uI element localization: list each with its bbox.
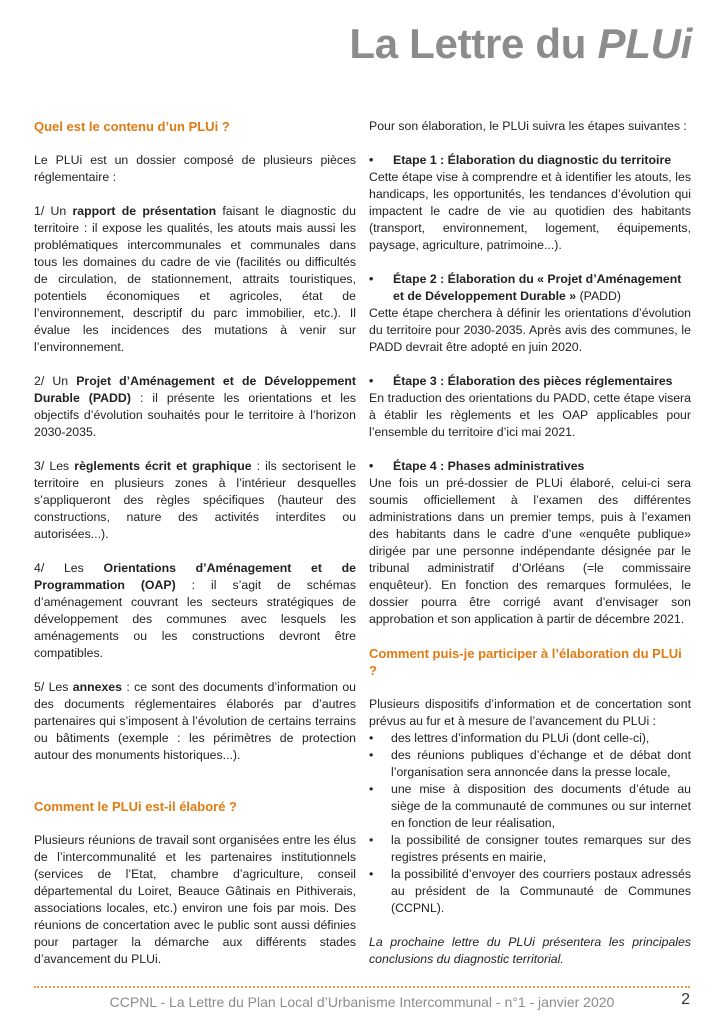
list-item: • une mise à disposition des documents d’étude au siège de la communauté de communes ou sur internet en fonction de leur réalisation,	[369, 782, 691, 830]
item-reglements: 3/ Les règlements écrit et graphique : ils sectorisent le territoire en plusieurs zones à l’intérieur desquelles s’appliqueront des règles spécifiques (hauteur des constructions, nature des activités interdites ou autorisées...).	[34, 459, 357, 541]
step-1-text: Cette étape vise à comprendre et à identifier les atouts, les handicaps, les opportunités, les tendances d’évolution qui impactent le cadre de vie au quotidien des habitants (transport, environnement, logement, équipements, paysage, agriculture, patrimoine...).	[369, 170, 691, 252]
footer-text: CCPNL - La Lettre du Plan Local d’Urbanisme Intercommunal - n°1 - janvier 2020	[109, 994, 615, 1010]
participation-intro: Plusieurs dispositifs d’information et de concertation sont prévus au fur et à mesure de l’avancement du PLUi :	[369, 697, 691, 728]
step-3-text: En traduction des orientations du PADD, cette étape visera à établir les règlements et les OAP applicables pour l’ensemble du territoire d’ici mai 2021.	[369, 391, 691, 439]
item-annexes: 5/ Les annexes : ce sont des documents d’information ou des documents réglementaires élaborés par d’autres partenaires qui s’imposent à l’évolution de certains terrains ou bâtiments (exemple : les périmètres de protection autour des monuments historiques...).	[34, 680, 357, 762]
item-presentation: 1/ Un rapport de présentation faisant le diagnostic du territoire : il expose les qualités, les atouts mais aussi les problématiques intercommunales et communales dans tous les domaines du cadre de vie (facilités ou difficultés de circulation, de stationnement, attraits touristiques, potentiels économiques et agricoles, état de l’environnement, descriptif du parc immobilier, etc.). Il évalue les incidences des mutations à venir sur l’environnement.	[34, 204, 356, 354]
footer-divider	[34, 986, 690, 988]
elaboration-paragraph: Plusieurs réunions de travail sont organisées entre les élus de l’intercommunalité et les partenaires institutionnels (services de l’Etat, chambre d’agriculture, conseil départemental du Loiret, Beauce Gâtinais en Pithiverais, associations locales, etc.) environ une fois par mois. Des réunions de concertation avec le public sont aussi définies pour partager la démarche aux différents stades d’avancement du PLUi.	[34, 833, 356, 966]
page-number: 2	[681, 991, 690, 1008]
steps-intro: Pour son élaboration, le PLUi suivra les étapes suivantes :	[369, 119, 687, 133]
right-column	[369, 118, 691, 985]
closing-note: La prochaine lettre du PLUi présentera les principales conclusions du diagnostic territorial.	[369, 935, 691, 966]
heading-elaboration: Comment le PLUi est-il élaboré ?	[34, 799, 237, 814]
header-title-plui: PLUi	[597, 20, 692, 67]
heading-participation: Comment puis-je participer à l’élaboration du PLUi ?	[369, 646, 682, 678]
step-4-text: Une fois un pré-dossier de PLUi élaboré, celui-ci sera soumis officiellement à l’examen des différentes administrations dans un premier temps, puis à l’examen des habitants dans le cadre d’une «enquête publique» dirigée par une personne indépendante désignée par le tribunal administratif d’Orléans (=le commissaire enquêteur). En fonction des remarques formulées, le dossier pourra être corrigé avant d’envisager son approbation et son application à partir de décembre 2021.	[369, 476, 691, 626]
list-item: • la possibilité de consigner toutes remarques sur des registres présents en mairie,	[369, 833, 691, 864]
header-title-main: La Lettre du	[349, 20, 587, 67]
intro-paragraph: Le PLUi est un dossier composé de plusieurs pièces réglementaire :	[34, 153, 356, 184]
left-column	[34, 118, 356, 985]
step-3-title: • Étape 3 : Élaboration des pièces réglementaires	[369, 374, 673, 388]
list-item: • des réunions publiques d’échange et de débat dont l’organisation sera annoncée dans la presse locale,	[369, 748, 691, 779]
heading-content: Quel est le contenu d’un PLUi ?	[34, 119, 230, 134]
item-oap: 4/ Les Orientations d’Aménagement et de Programmation (OAP) : il s’agit de schémas d’aménagement couvrant les secteurs stratégiques de développement des communes avec lesquels les aménagements ou les constructions devront être compatibles.	[34, 561, 357, 660]
page-header-title	[349, 20, 692, 68]
step-2-text: Cette étape cherchera à définir les orientations d’évolution du territoire pour 2030-2035. Après avis des communes, le PADD devrait être adopté en juin 2020.	[369, 306, 691, 354]
list-item: • des lettres d’information du PLUi (dont celle-ci),	[369, 731, 650, 745]
step-4-title: • Étape 4 : Phases administratives	[369, 459, 585, 473]
step-2-title: • Étape 2 : Élaboration du « Projet d’Aménagement et de Développement Durable » (PADD)	[369, 272, 682, 303]
step-1-title: • Etape 1 : Élaboration du diagnostic du territoire	[369, 153, 672, 167]
list-item: • la possibilité d’envoyer des courriers postaux adressés au président de la Communauté de Communes (CCPNL).	[369, 867, 691, 915]
item-padd: 2/ Un Projet d’Aménagement et de Développement Durable (PADD) : il présente les orientations et les objectifs d’évolution souhaités pour le territoire à l’horizon 2030-2035.	[34, 374, 356, 439]
participation-list	[369, 730, 691, 917]
